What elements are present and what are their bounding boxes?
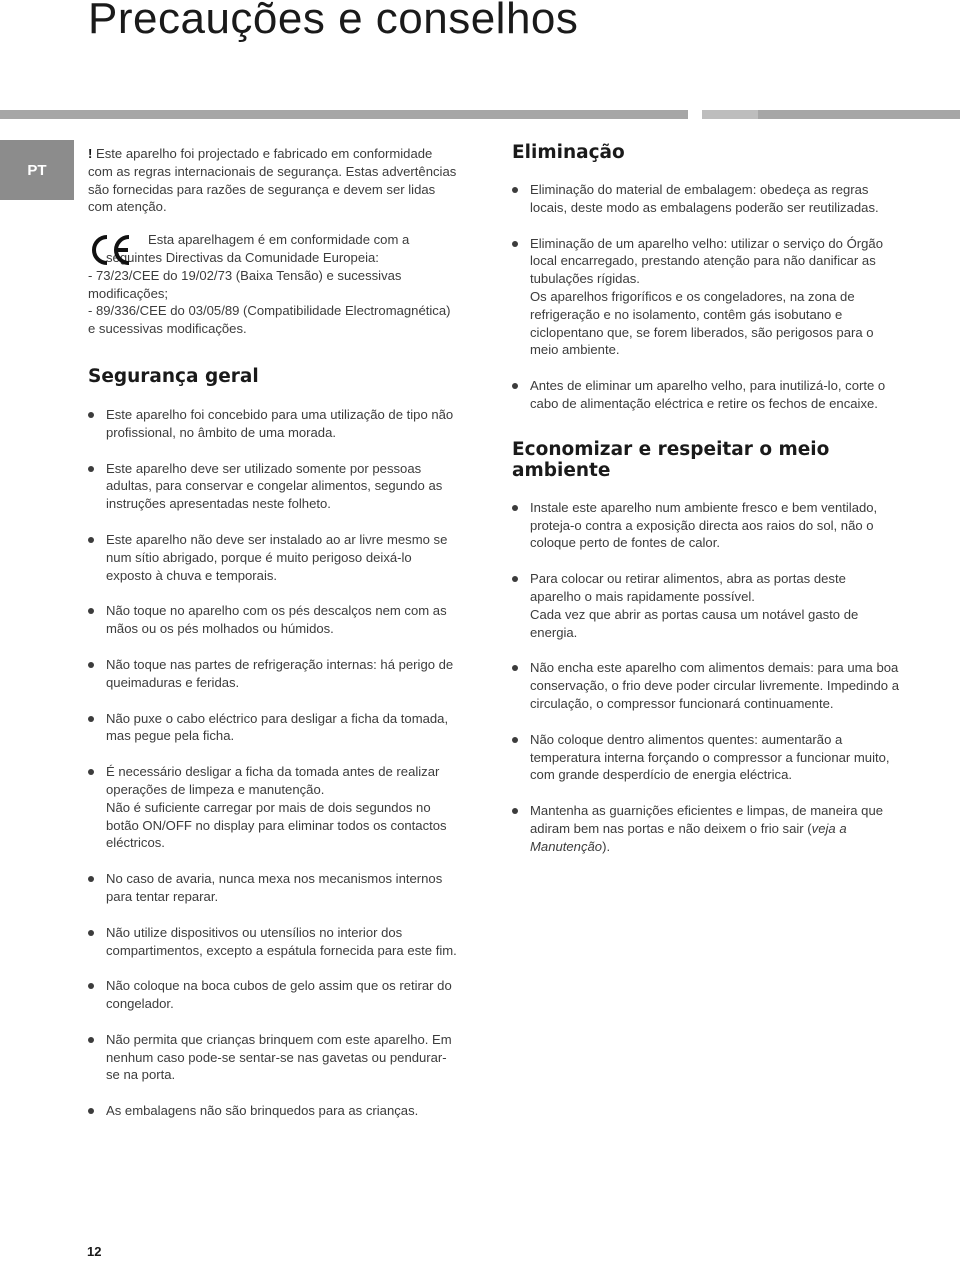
ce-line-4: - 89/336/CEE do 03/05/89 (Compatibilidade Electromagnética) e sucessivas modificações. bbox=[88, 303, 451, 337]
warning-mark: ! bbox=[88, 146, 93, 161]
ce-conformity-block bbox=[88, 231, 460, 338]
environment-list bbox=[512, 499, 900, 856]
list-item-text: Este aparelho não deve ser instalado ao ar livre mesmo se num sítio abrigado, porque é muito perigoso deixá-lo exposto à chuva e temporais. bbox=[106, 531, 448, 583]
list-item-text: É necessário desligar a ficha da tomada antes de realizar operações de limpeza e manutenção. bbox=[106, 764, 440, 797]
list-item bbox=[512, 181, 900, 217]
list-item-text: Não encha este aparelho com alimentos demais: para uma boa conservação, o frio deve poder circular livremente. Impedindo a circulação, o compressor funcionará continuamente. bbox=[530, 660, 899, 711]
bullet-icon bbox=[88, 983, 94, 989]
list-item-text: Não utilize dispositivos ou utensílios no interior dos compartimentos, excepto a espátula fornecida para este fim. bbox=[106, 924, 457, 958]
right-column bbox=[512, 142, 900, 874]
list-item bbox=[88, 602, 460, 638]
header-divider-bar bbox=[0, 110, 688, 119]
bullet-icon bbox=[512, 576, 518, 582]
bullet-icon bbox=[512, 737, 518, 743]
list-item-text: Não toque no aparelho com os pés descalços nem com as mãos ou os pés molhados ou húmidos. bbox=[106, 603, 447, 637]
bullet-icon bbox=[88, 1108, 94, 1114]
bullet-icon bbox=[88, 1037, 94, 1043]
list-item-text: Não coloque dentro alimentos quentes: aumentarão a temperatura interna forçando o compressor a funcionar muito, com grande desperdício de energia eléctrica. bbox=[530, 731, 890, 783]
list-item-text: Eliminação do material de embalagem: obedeça as regras locais, deste modo as embalagens poderão ser reutilizadas. bbox=[530, 182, 879, 215]
list-item-text: As embalagens não são brinquedos para as crianças. bbox=[106, 1103, 419, 1119]
list-item-text: Instale este aparelho num ambiente fresco e bem ventilado, proteja-o contra a exposição directa aos raios do sol, não o coloque perto de fontes de calor. bbox=[530, 499, 878, 551]
list-item-text: Não puxe o cabo eléctrico para desligar a ficha da tomada, mas pegue pela ficha. bbox=[106, 710, 449, 744]
list-item-text: Eliminação de um aparelho velho: utilizar o serviço do Órgão local encarregado, prestando atenção para não danificar as tubulações rígidas. bbox=[530, 235, 883, 287]
bullet-icon bbox=[512, 808, 518, 814]
bullet-icon bbox=[512, 187, 518, 193]
safety-heading: Segurança geral bbox=[88, 365, 259, 387]
language-tab-label: PT bbox=[27, 161, 47, 179]
bullet-icon bbox=[88, 876, 94, 882]
ce-line-1: Esta aparelhagem é em conformidade com a bbox=[148, 232, 410, 248]
list-item-text: Este aparelho deve ser utilizado somente por pessoas adultas, para conservar e congelar alimentos, segundo as instruções apresentadas neste folheto. bbox=[106, 460, 443, 512]
bullet-icon bbox=[88, 930, 94, 936]
list-item bbox=[512, 377, 900, 413]
bullet-icon bbox=[88, 537, 94, 543]
list-item-text bbox=[530, 802, 900, 855]
list-item bbox=[88, 977, 460, 1013]
bullet-icon bbox=[512, 505, 518, 511]
list-item-text: Para colocar ou retirar alimentos, abra as portas deste aparelho o mais rapidamente possível. bbox=[530, 571, 846, 604]
intro-paragraph bbox=[88, 145, 460, 216]
intro-text: Este aparelho foi projectado e fabricado em conformidade com as regras internacionais de segurança. Estas advertências são fornecidas para razões de segurança e devem ser lidas com atenção. bbox=[88, 146, 457, 215]
list-item-text: Este aparelho foi concebido para uma utilização de tipo não profissional, no âmbito de uma morada. bbox=[106, 406, 454, 440]
list-item bbox=[512, 802, 900, 855]
list-item bbox=[512, 235, 900, 360]
list-item bbox=[88, 460, 460, 513]
list-item-note: Os aparelhos frigoríficos e os congeladores, na zona de refrigeração e no isolamento, contêm gás isobutano e ciclopentano que, se forem liberados, são perigosos para o meio ambiente. bbox=[530, 288, 874, 358]
header-divider-gap bbox=[688, 110, 702, 119]
list-item bbox=[512, 570, 900, 641]
page-number: 12 bbox=[87, 1244, 102, 1259]
list-item-text: Não coloque na boca cubos de gelo assim que os retirar do congelador. bbox=[106, 978, 452, 1012]
page-title: Precauções e conselhos bbox=[88, 0, 579, 43]
environment-heading: Economizar e respeitar o meio ambiente bbox=[512, 438, 830, 481]
manual-reference: veja a Manutenção bbox=[530, 820, 847, 854]
list-item bbox=[88, 870, 460, 906]
list-item bbox=[88, 1031, 460, 1084]
list-item bbox=[88, 710, 460, 746]
list-item bbox=[88, 531, 460, 584]
language-tab bbox=[0, 140, 74, 200]
safety-list bbox=[88, 406, 460, 1120]
ce-line-3: - 73/23/CEE do 19/02/73 (Baixa Tensão) e sucessivas modificações; bbox=[88, 267, 402, 301]
bullet-icon bbox=[512, 383, 518, 389]
header-divider-bar-right bbox=[758, 110, 960, 119]
list-item-text-end: ). bbox=[602, 838, 611, 854]
disposal-heading: Eliminação bbox=[512, 142, 625, 163]
bullet-icon bbox=[512, 665, 518, 671]
left-column bbox=[88, 145, 460, 1138]
list-item bbox=[88, 1102, 460, 1120]
list-item bbox=[88, 924, 460, 960]
bullet-icon bbox=[88, 466, 94, 472]
list-item-text: No caso de avaria, nunca mexa nos mecanismos internos para tentar reparar. bbox=[106, 871, 443, 904]
header-divider-accent bbox=[702, 110, 758, 119]
list-item-text: Não permita que crianças brinquem com este aparelho. Em nenhum caso pode-se sentar-se nas gavetas ou pendurar-se na porta. bbox=[106, 1031, 452, 1083]
list-item bbox=[512, 731, 900, 784]
bullet-icon bbox=[512, 241, 518, 247]
bullet-icon bbox=[88, 662, 94, 668]
bullet-icon bbox=[88, 608, 94, 614]
ce-line-2: seguintes Directivas da Comunidade Europeia: bbox=[106, 249, 379, 265]
list-item-note: Não é suficiente carregar por mais de dois segundos no botão ON/OFF no display para eliminar todos os contactos eléctricos. bbox=[106, 799, 447, 851]
bullet-icon bbox=[88, 769, 94, 775]
bullet-icon bbox=[88, 412, 94, 418]
list-item bbox=[512, 659, 900, 712]
disposal-list bbox=[512, 181, 900, 413]
bullet-icon bbox=[88, 716, 94, 722]
list-item-text: Não toque nas partes de refrigeração internas: há perigo de queimaduras e feridas. bbox=[106, 656, 454, 690]
list-item-text-main: Mantenha as guarnições eficientes e limpas, de maneira que adiram bem nas portas e não deixem o frio sair ( bbox=[530, 803, 884, 836]
list-item bbox=[88, 656, 460, 692]
list-item-text: Antes de eliminar um aparelho velho, para inutilizá-lo, corte o cabo de alimentação eléctrica e retire os fechos de encaixe. bbox=[530, 378, 886, 411]
ce-mark-icon bbox=[88, 234, 132, 266]
list-item-note: Cada vez que abrir as portas causa um notável gasto de energia. bbox=[530, 606, 859, 640]
list-item bbox=[512, 499, 900, 552]
list-item bbox=[88, 763, 460, 852]
list-item bbox=[88, 406, 460, 442]
